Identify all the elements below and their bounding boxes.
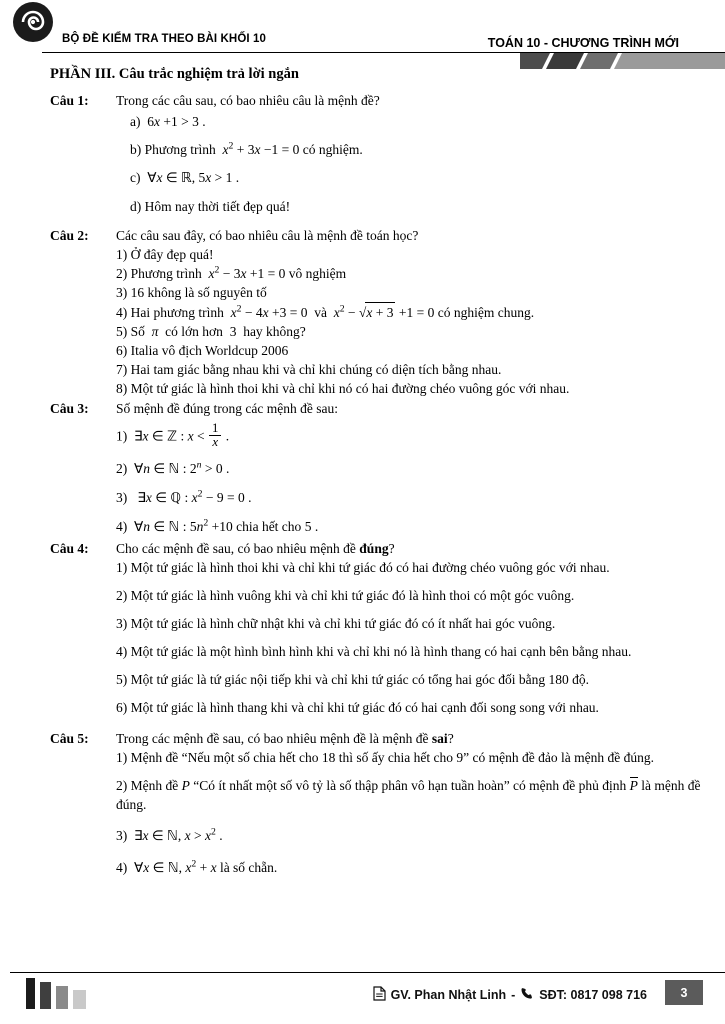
question-item: 4) Một tứ giác là một hình bình hình khi và chỉ khi nó là hình thang có hai cạnh bên bằng nhau. [116, 643, 632, 659]
question-item: 1) Mệnh đề “Nếu một số chia hết cho 18 thì số ấy chia hết cho 9” có mệnh đề đảo là mệnh đề đúng. [116, 749, 654, 765]
question-label: Câu 4: [50, 540, 89, 556]
question-item: 3) ∃x ∈ ℕ, $x > x^2$ . [116, 826, 223, 844]
question-item: 2) ∀n ∈ ℕ : 2$^n$ > 0 . [116, 459, 230, 477]
footer-separator: - [511, 988, 516, 1002]
question-item: 2) Mệnh đề P “Có ít nhất một số vô tỷ là số thập phân vô hạn tuần hoàn” có mệnh đề phủ định P là mệnh đề đúng. [116, 777, 701, 812]
question-item: 2) Phương trình $x^2 - 3x +1 = 0$ vô nghiệm [116, 264, 347, 281]
question-item: 3) ∃x ∈ ℚ : $x^2 - 9 = 0$ . [116, 488, 252, 506]
question-item: 5) Số π có lớn hơn 3 hay không? [116, 324, 306, 339]
question-item: 1) Ở đây đẹp quá! [116, 247, 214, 262]
page-header [0, 0, 725, 58]
document-body [0, 58, 725, 878]
question-item: 2) Một tứ giác là hình vuông khi và chỉ khi tứ giác đó là hình thoi có một góc vuông. [116, 587, 575, 603]
question-item: a) 6x +1 > 3 . [130, 114, 206, 129]
question-block [0, 539, 725, 717]
question-item: 5) Một tứ giác là tứ giác nội tiếp khi và chỉ khi tứ giác có tổng hai góc đối bằng 180 độ. [116, 671, 589, 687]
question-item: 6) Một tứ giác là hình thang khi và chỉ khi tứ giác đó có hai cạnh đối song song với nhau. [116, 699, 599, 715]
question-label: Câu 1: [50, 93, 89, 108]
question-item: 8) Một tứ giác là hình thoi khi và chỉ khi nó có hai đường chéo vuông góc với nhau. [116, 381, 570, 396]
question-item: 3) Một tứ giác là hình chữ nhật khi và chỉ khi tứ giác đó có ít nhất hai góc vuông. [116, 615, 556, 631]
question-block [0, 729, 725, 878]
phone-icon [520, 987, 534, 1003]
question-block [0, 226, 725, 398]
question-content [116, 226, 705, 398]
document-icon [373, 986, 386, 1004]
footer-author-info [373, 986, 647, 1004]
header-left-title: BỘ ĐỀ KIỂM TRA THEO BÀI KHỐI 10 [62, 33, 266, 45]
question-item: b) Phương trình $x^2 + 3x -1 = 0$ có nghiệm. [130, 140, 363, 157]
question-prompt: Trong các mệnh đề sau, có bao nhiêu mệnh đề là mệnh đề sai? [116, 730, 454, 746]
question-prompt: Cho các mệnh đề sau, có bao nhiêu mệnh đề đúng? [116, 540, 395, 556]
footer-author-name: GV. Phan Nhật Linh [390, 988, 507, 1002]
question-block [0, 91, 725, 216]
question-prompt: Trong các câu sau, có bao nhiêu câu là mệnh đề? [116, 93, 380, 108]
question-content [116, 729, 705, 878]
circular-swirl-logo-icon [10, 2, 56, 48]
question-label: Câu 3: [50, 401, 89, 416]
question-block [0, 399, 725, 537]
footer-bars-decoration [26, 978, 86, 1009]
question-item: 3) 16 không là số nguyên tố [116, 285, 267, 300]
question-content [116, 91, 705, 216]
question-item: d) Hôm nay thời tiết đẹp quá! [130, 199, 291, 214]
question-prompt: Số mệnh đề đúng trong các mệnh đề sau: [116, 401, 338, 416]
question-item: 7) Hai tam giác bằng nhau khi và chỉ khi chúng có diện tích bằng nhau. [116, 362, 502, 377]
page-number-badge: 3 [665, 980, 703, 1005]
question-item: 4) ∀x ∈ ℕ, $x^2 + x$ là số chẵn. [116, 858, 278, 876]
part-title: PHẦN III. Câu trắc nghiệm trả lời ngắn [50, 66, 299, 82]
question-item: c) ∀x ∈ ℝ, 5x > 1 . [130, 170, 240, 186]
question-content [116, 539, 705, 717]
question-content [116, 399, 705, 537]
question-item: 1) Một tứ giác là hình thoi khi và chỉ khi tứ giác đó có hai đường chéo vuông góc với nhau. [116, 559, 610, 575]
question-item: 1) ∃x ∈ ℤ : x < $\frac{1}{x}$ . [116, 421, 230, 450]
question-prompt: Các câu sau đây, có bao nhiêu câu là mệnh đề toán học? [116, 228, 419, 243]
question-label: Câu 5: [50, 730, 89, 746]
question-label: Câu 2: [50, 228, 89, 243]
footer-phone: SĐT: 0817 098 716 [539, 988, 647, 1002]
question-item: 4) ∀n ∈ ℕ : $5n^2 +10$ chia hết cho 5 . [116, 517, 319, 535]
page-footer [0, 964, 725, 1024]
footer-divider [10, 972, 725, 973]
question-item: 6) Italia vô địch Worldcup 2006 [116, 343, 289, 358]
header-right-title: TOÁN 10 - CHƯƠNG TRÌNH MỚI [487, 36, 679, 50]
question-item: 4) Hai phương trình $x^2 - 4x +3 = 0$ và $x^2 - √x + 3 +1 = 0$ có nghiệm chung. [116, 303, 535, 320]
